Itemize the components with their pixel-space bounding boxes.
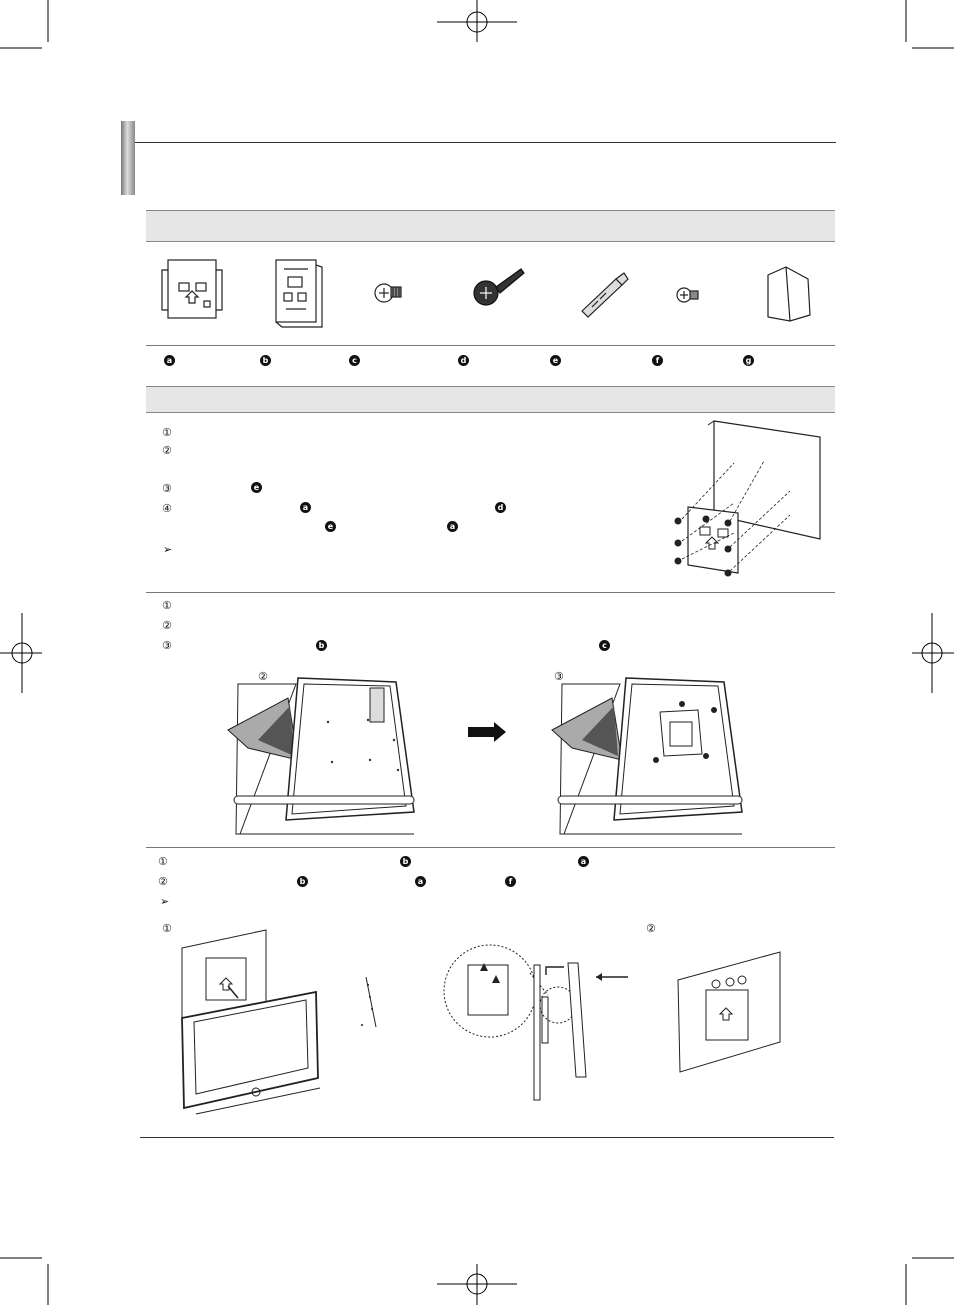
bracket-a-icon xyxy=(162,260,222,318)
bottom-rule xyxy=(140,1137,834,1138)
figure-label-2b: ② xyxy=(646,922,656,935)
section-rule-2 xyxy=(146,592,835,593)
hang-step1-marker-a: a xyxy=(578,856,589,867)
marker-a: a xyxy=(164,355,175,366)
tv-step3-marker-b: b xyxy=(316,640,327,651)
step4-marker-a: a xyxy=(300,502,311,513)
marker-g: g xyxy=(743,355,754,366)
wood-screw-d-icon xyxy=(474,269,524,305)
screw-f-icon xyxy=(677,288,698,302)
figure-label-1b: ① xyxy=(162,922,172,935)
tv-back-figure-after xyxy=(552,670,752,840)
hang-step2-marker-f: f xyxy=(505,876,516,887)
tv-step3-marker-c: c xyxy=(599,640,610,651)
installation-header-band xyxy=(146,386,835,413)
bracket-b-icon xyxy=(276,260,322,327)
note-arrow-1: ➢ xyxy=(163,543,173,556)
marker-e: e xyxy=(550,355,561,366)
tv-step3-number: ③ xyxy=(162,639,172,652)
note-arrow-2: ➢ xyxy=(160,895,170,908)
hang-step2-marker-b: b xyxy=(297,876,308,887)
marker-c: c xyxy=(349,355,360,366)
title-side-bar xyxy=(121,121,135,195)
step1-number: ① xyxy=(162,426,172,439)
step2-number: ② xyxy=(162,444,172,457)
anchor-e-icon xyxy=(582,273,628,317)
figure-label-2: ② xyxy=(258,670,268,683)
tv-side-profile-small xyxy=(358,975,388,1035)
hang-step2-number: ② xyxy=(158,875,168,888)
arrow-right-icon xyxy=(468,722,508,742)
hang-step1-marker-b: b xyxy=(400,856,411,867)
hang-step2-marker-a: a xyxy=(415,876,426,887)
tv-step1-number: ① xyxy=(162,599,172,612)
section-rule-3 xyxy=(146,847,835,848)
screw-c-icon xyxy=(375,284,401,302)
tv-mounted-figure xyxy=(676,950,786,1070)
marker-f: f xyxy=(652,355,663,366)
components-header-band xyxy=(146,210,835,242)
figure-label-3: ③ xyxy=(554,670,564,683)
manual-g-icon xyxy=(768,267,810,321)
step4-marker-e: e xyxy=(325,521,336,532)
hook-detail-figure xyxy=(440,945,640,1105)
tv-step2-number: ② xyxy=(162,619,172,632)
tv-back-figure-before xyxy=(228,670,428,840)
marker-d: d xyxy=(458,355,469,366)
step4-marker-d: d xyxy=(495,502,506,513)
marker-b: b xyxy=(260,355,271,366)
step3-number: ③ xyxy=(162,482,172,495)
step3-marker-e: e xyxy=(251,482,262,493)
wall-mount-illustration xyxy=(668,415,828,585)
step4-marker-a2: a xyxy=(447,521,458,532)
hang-step1-number: ① xyxy=(158,855,168,868)
tv-hang-front-figure xyxy=(176,928,326,1118)
step4-number: ④ xyxy=(162,502,172,515)
title-rule xyxy=(135,142,836,143)
parts-illustrations xyxy=(146,245,835,345)
parts-rule xyxy=(146,345,835,346)
